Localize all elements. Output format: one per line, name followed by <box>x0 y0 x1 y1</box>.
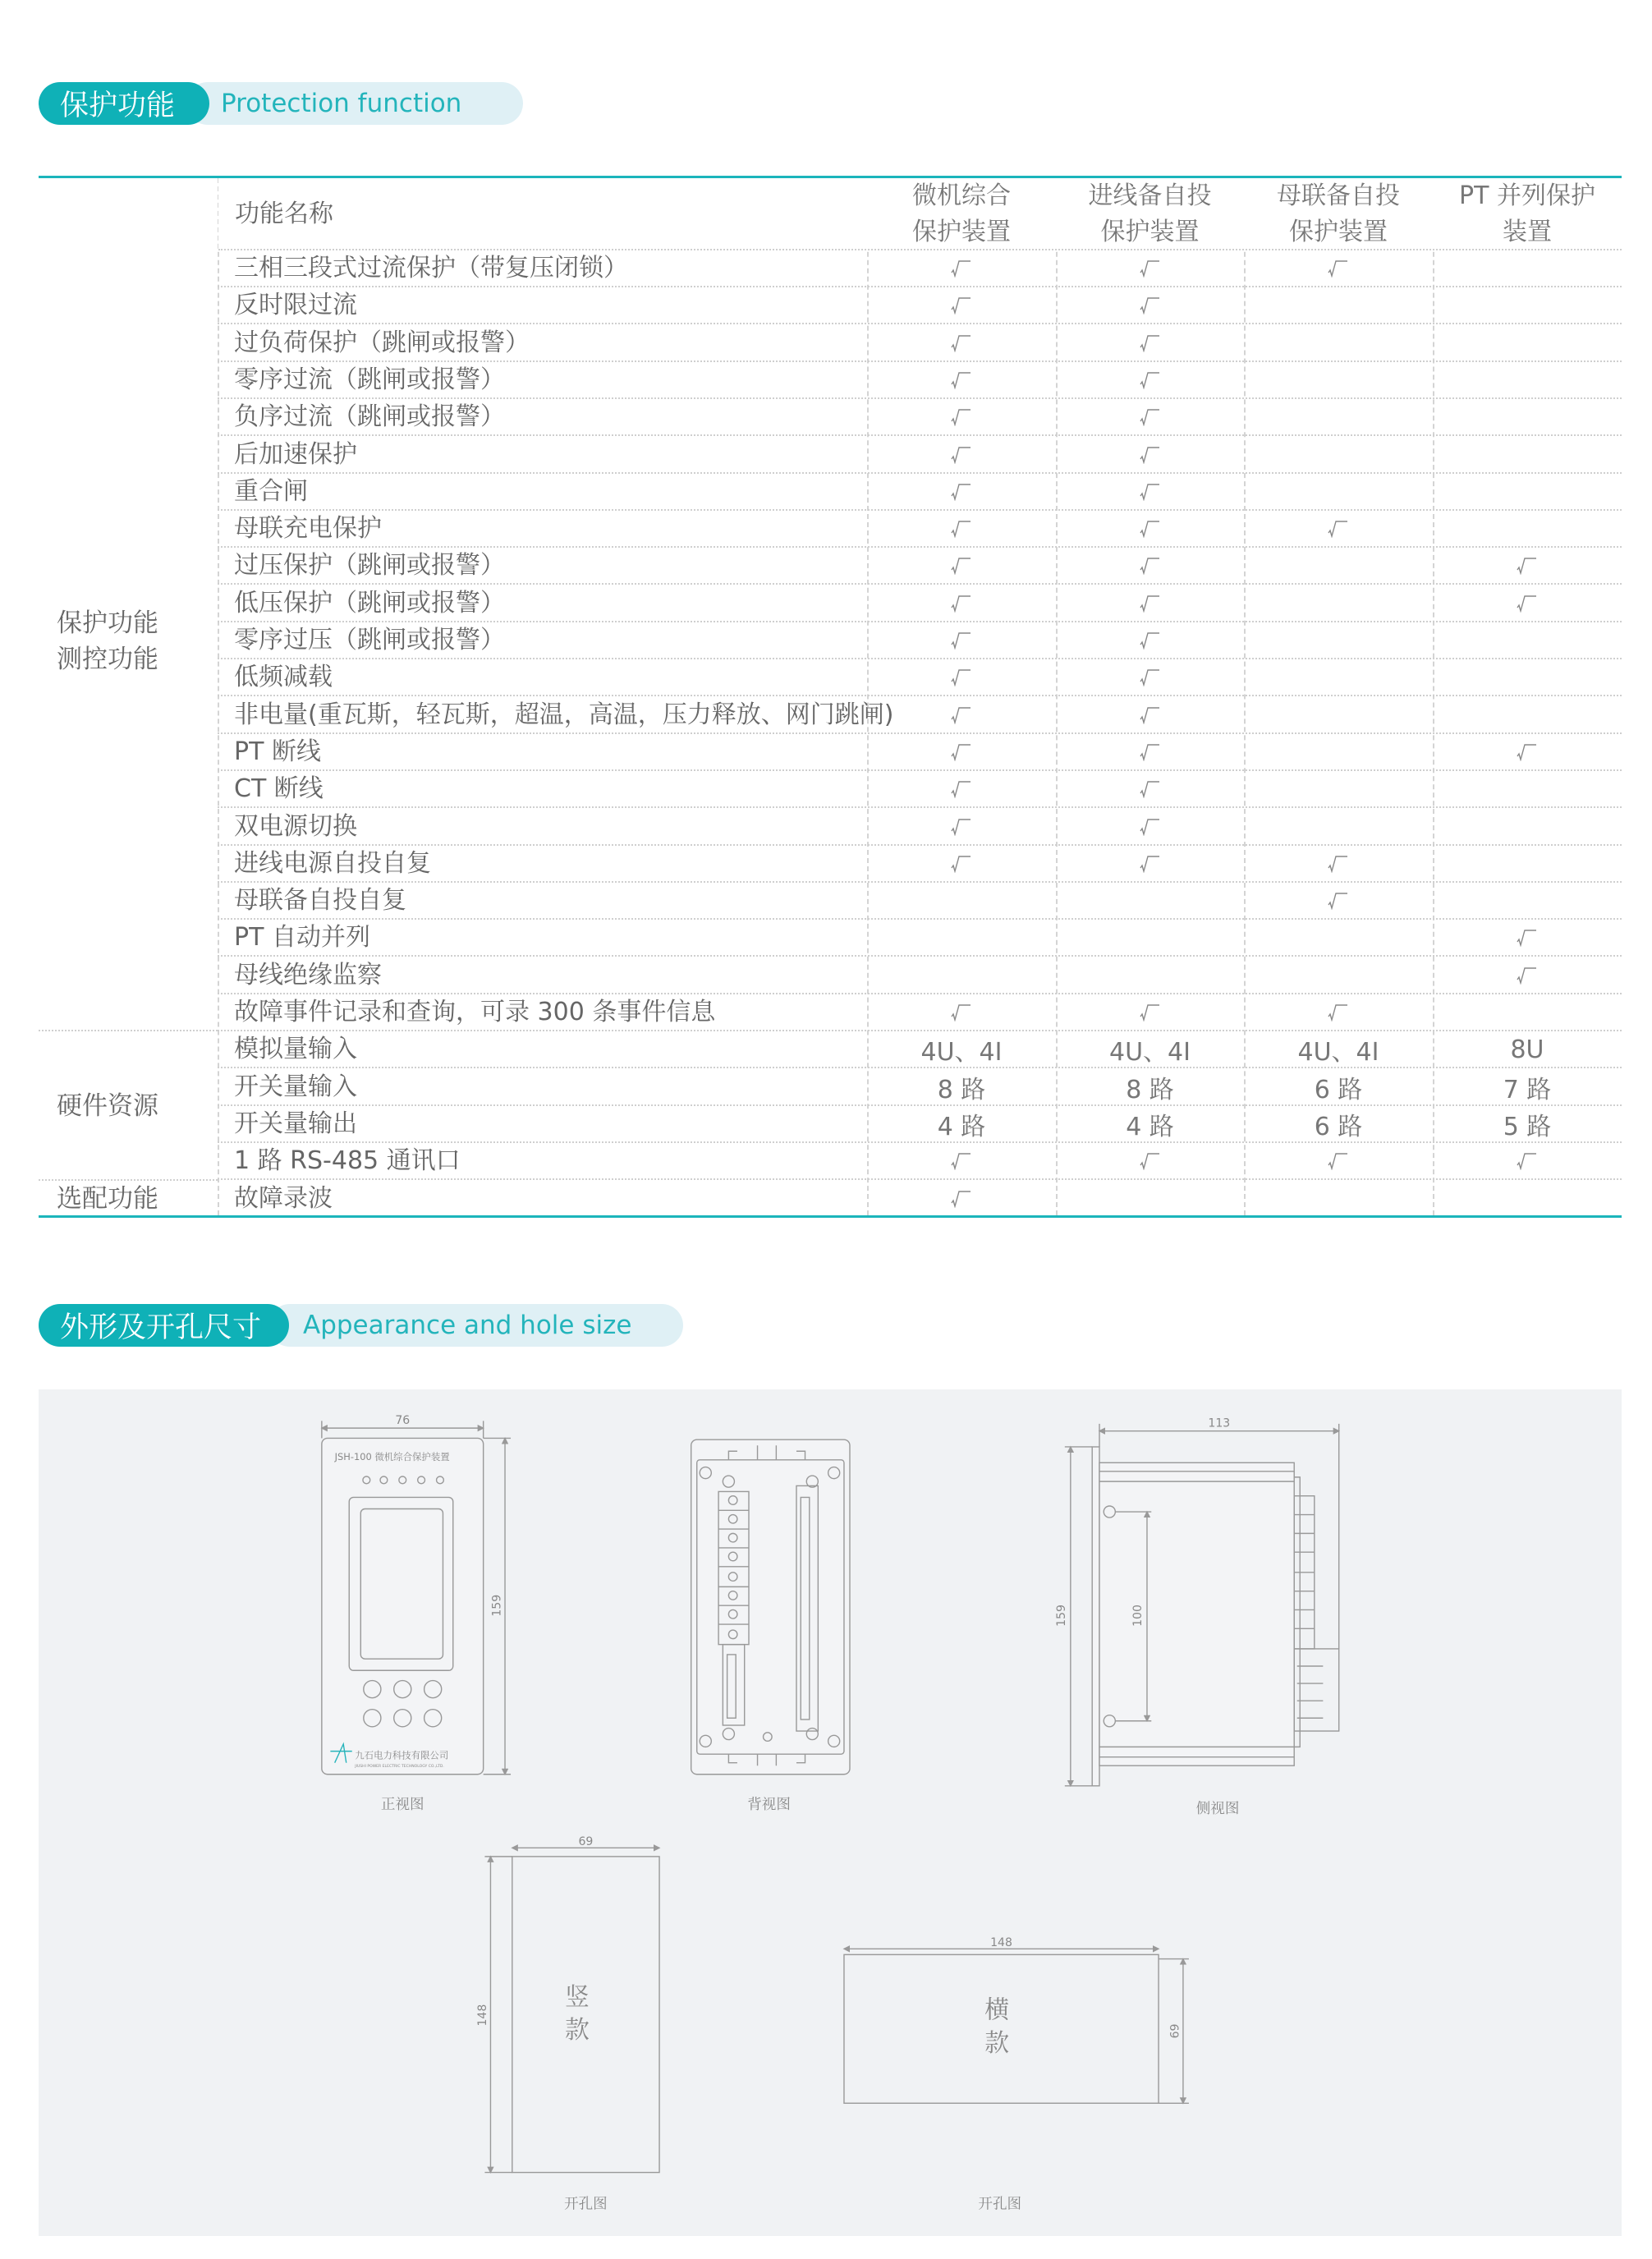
table-cell: 4U、4I <box>920 1038 1003 1068</box>
cutout-v-height-dim: 148 <box>476 2004 490 2027</box>
function-name: 进线电源自投自复 <box>234 848 431 878</box>
cutout-h-width-dim: 148 <box>990 1935 1012 1949</box>
column-header-line: 微机综合 <box>912 181 1011 210</box>
function-name: 后加速保护 <box>234 439 357 469</box>
side-hole-dim: 100 <box>1131 1605 1145 1627</box>
column-header-line: 保护装置 <box>912 218 1011 246</box>
section-title-en: Protection function <box>186 82 523 125</box>
header-function-name: 功能名称 <box>235 200 333 228</box>
logo-text-en: JIUSHI POWER ELECTRIC TECHNOLOGY CO.,LTD. <box>355 1764 444 1769</box>
group-label-line: 硬件资源 <box>57 1090 158 1121</box>
function-name: 零序过流（跳闸或报警） <box>234 365 505 394</box>
table-cell: 4U、4I <box>1297 1038 1379 1068</box>
function-name: 母线绝缘监察 <box>234 960 382 989</box>
cutout-h-caption: 开孔图 <box>978 2196 1022 2213</box>
column-header-line: PT 并列保护 <box>1459 181 1595 210</box>
logo-text-zh: 九石电力科技有限公司 <box>355 1749 449 1761</box>
front-width-dim: 76 <box>395 1413 411 1427</box>
table-cell: 4 路 <box>1126 1112 1174 1141</box>
table-cell: 4U、4I <box>1109 1038 1191 1068</box>
group-label-line: 保护功能 <box>57 608 158 638</box>
table-cell: 7 路 <box>1503 1075 1552 1104</box>
table-cell: 8 路 <box>1126 1075 1174 1104</box>
function-name: 过负荷保护（跳闸或报警） <box>234 328 530 357</box>
function-name: 过压保护（跳闸或报警） <box>234 551 505 581</box>
section-heading-appearance <box>39 1304 632 1347</box>
function-name: 零序过压（跳闸或报警） <box>234 626 505 654</box>
section-title-zh: 保护功能 <box>39 82 209 125</box>
column-header-line: 进线备自投 <box>1088 181 1212 210</box>
table-cell: 4 路 <box>937 1112 986 1141</box>
section-title-en: Appearance and hole size <box>268 1304 683 1347</box>
cutout-h-height-dim: 69 <box>1168 2023 1182 2039</box>
table-cell: 6 路 <box>1314 1112 1363 1141</box>
function-name: 模拟量输入 <box>234 1035 357 1064</box>
side-view-drawing <box>1065 1424 1339 1786</box>
side-view-caption: 侧视图 <box>1195 1801 1240 1818</box>
function-name: PT 断线 <box>234 737 321 766</box>
function-name: 故障事件记录和查询，可录 300 条事件信息 <box>234 998 716 1026</box>
function-name: 低压保护（跳闸或报警） <box>234 588 505 618</box>
function-name: 故障录波 <box>234 1183 333 1213</box>
column-header-line: 保护装置 <box>1100 218 1200 246</box>
table-cell: 5 路 <box>1503 1112 1552 1141</box>
cutout-v-text: 款 <box>564 2016 590 2045</box>
group-label-line: 测控功能 <box>57 644 158 674</box>
function-name: 非电量(重瓦斯，轻瓦斯，超温，高温，压力释放、网门跳闸) <box>234 700 894 729</box>
column-header-line: 保护装置 <box>1289 218 1388 246</box>
table-cell: 8U <box>1510 1035 1544 1064</box>
function-name: 开关量输入 <box>234 1072 357 1101</box>
back-view-drawing <box>691 1439 850 1775</box>
function-name: 母联充电保护 <box>234 514 382 544</box>
cutout-v-width-dim: 69 <box>578 1834 594 1848</box>
function-name: CT 断线 <box>234 774 324 804</box>
cutout-horizontal-drawing <box>844 1949 1189 2103</box>
function-name: 三相三段式过流保护（带复压闭锁） <box>234 254 628 282</box>
device-label: JSH-100 微机综合保护装置 <box>334 1450 450 1462</box>
function-name: 低频减载 <box>234 663 333 692</box>
function-name: PT 自动并列 <box>234 923 370 953</box>
column-header-line: 装置 <box>1502 218 1552 246</box>
table-cell: 8 路 <box>937 1075 986 1104</box>
front-view-drawing <box>322 1421 511 1774</box>
front-view-caption: 正视图 <box>380 1796 424 1813</box>
column-header-line: 母联备自投 <box>1277 181 1400 210</box>
side-height-dim: 159 <box>1054 1605 1068 1627</box>
cutout-h-text: 款 <box>984 2029 1010 2059</box>
section-title-zh: 外形及开孔尺寸 <box>39 1304 289 1347</box>
cutout-v-text: 竖 <box>564 1982 590 2012</box>
cutout-v-caption: 开孔图 <box>564 2196 608 2213</box>
function-name: 开关量输出 <box>234 1109 357 1138</box>
back-view-caption: 背视图 <box>747 1796 791 1813</box>
section-heading-protection <box>39 82 462 125</box>
function-name: 母联备自投自复 <box>234 886 406 916</box>
function-name: 反时限过流 <box>234 291 357 320</box>
function-name: 1 路 RS-485 通讯口 <box>234 1146 461 1176</box>
group-label-line: 选配功能 <box>57 1184 158 1214</box>
table-cell: 6 路 <box>1314 1075 1363 1104</box>
function-name: 重合闸 <box>234 476 308 506</box>
front-height-dim: 159 <box>490 1594 504 1617</box>
function-name: 负序过流（跳闸或报警） <box>234 402 505 432</box>
side-depth-dim: 113 <box>1208 1416 1231 1430</box>
cutout-h-text: 横 <box>984 1995 1010 2025</box>
function-name: 双电源切换 <box>234 811 357 841</box>
